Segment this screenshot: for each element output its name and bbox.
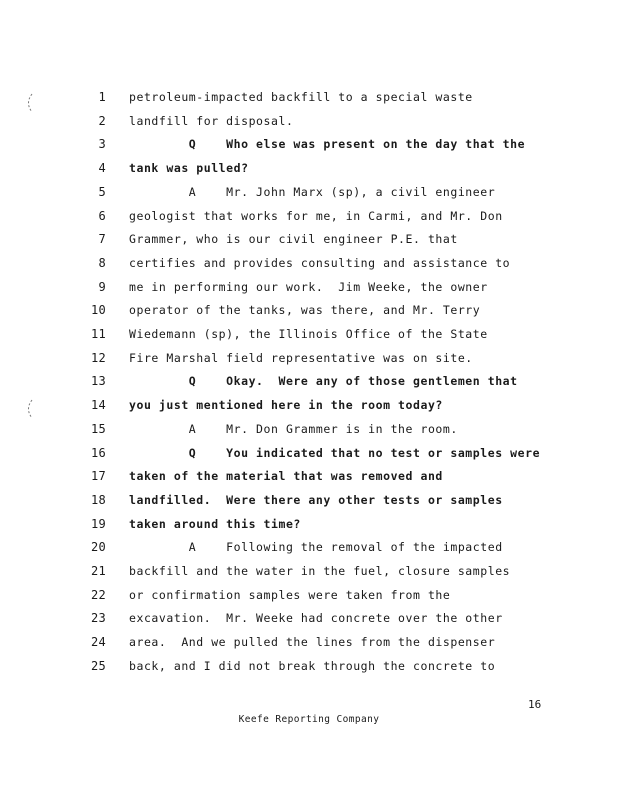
transcript-line xyxy=(0,110,618,132)
line-number: 17 xyxy=(90,469,106,484)
line-text: or confirmation samples were taken from the xyxy=(129,587,451,602)
transcript-line xyxy=(0,418,618,440)
transcript-line xyxy=(0,536,618,558)
line-text: backfill and the water in the fuel, closure samples xyxy=(129,564,511,578)
transcript-line xyxy=(0,276,618,298)
line-text: landfill for disposal. xyxy=(129,113,294,128)
line-number: 11 xyxy=(90,327,106,341)
transcript-line xyxy=(0,252,618,274)
line-number: 16 xyxy=(90,445,106,460)
line-number: 24 xyxy=(90,635,106,650)
line-text: Grammer, who is our civil engineer P.E. that xyxy=(129,232,458,247)
transcript-line xyxy=(0,323,618,345)
line-number: 22 xyxy=(90,587,106,602)
line-number: 25 xyxy=(90,658,106,673)
line-number: 21 xyxy=(90,564,106,578)
line-text: operator of the tanks, was there, and Mr. Terry xyxy=(129,303,481,318)
line-number: 18 xyxy=(90,492,106,507)
line-number: 9 xyxy=(98,279,106,294)
page-number: 16 xyxy=(528,698,542,711)
footer-reporter-name: Keefe Reporting Company xyxy=(238,714,380,725)
transcript-line xyxy=(0,370,618,392)
line-text: Q Okay. Were any of those gentlemen that xyxy=(129,374,518,389)
transcript-line xyxy=(0,394,618,416)
transcript-line xyxy=(0,347,618,369)
transcript-line xyxy=(0,560,618,582)
transcript-line xyxy=(0,489,618,511)
line-text: area. And we pulled the lines from the dispenser xyxy=(129,635,496,650)
line-text: you just mentioned here in the room today? xyxy=(129,398,443,413)
line-text: back, and I did not break through the concrete to xyxy=(129,658,496,673)
line-number: 3 xyxy=(98,137,106,152)
line-number: 6 xyxy=(98,208,106,223)
line-number: 19 xyxy=(90,516,106,531)
line-text: taken of the material that was removed and xyxy=(129,469,443,484)
transcript-line xyxy=(0,299,618,321)
line-text: A Following the removal of the impacted xyxy=(129,540,503,555)
transcript-line xyxy=(0,607,618,629)
line-text: landfilled. Were there any other tests or samples xyxy=(129,492,503,507)
transcript-line xyxy=(0,655,618,677)
binder-hole-mark-middle xyxy=(24,398,34,420)
transcript-line xyxy=(0,228,618,250)
line-text: Q Who else was present on the day that the xyxy=(129,137,526,152)
line-number: 10 xyxy=(90,303,106,318)
line-text: excavation. Mr. Weeke had concrete over the other xyxy=(129,611,503,626)
line-text: geologist that works for me, in Carmi, and Mr. Don xyxy=(129,208,503,223)
line-text: A Mr. Don Grammer is in the room. xyxy=(129,421,458,436)
line-number: 20 xyxy=(90,540,106,555)
line-number: 5 xyxy=(98,184,106,199)
transcript-line xyxy=(0,631,618,653)
binder-hole-mark-top xyxy=(24,92,34,114)
transcript-line xyxy=(0,181,618,203)
transcript-line xyxy=(0,205,618,227)
line-number: 13 xyxy=(90,374,106,389)
transcript-line xyxy=(0,442,618,464)
line-number: 14 xyxy=(90,398,106,413)
transcript-line xyxy=(0,584,618,606)
line-number: 1 xyxy=(98,90,106,104)
line-text: petroleum-impacted backfill to a special waste xyxy=(129,90,473,104)
line-number: 15 xyxy=(90,421,106,436)
line-text: tank was pulled? xyxy=(129,161,249,176)
line-number: 4 xyxy=(98,161,106,176)
line-number: 2 xyxy=(98,113,106,128)
line-text: taken around this time? xyxy=(129,516,301,531)
line-number: 7 xyxy=(98,232,106,247)
line-number: 8 xyxy=(98,255,106,270)
line-text: Wiedemann (sp), the Illinois Office of the State xyxy=(129,327,488,341)
line-text: Q You indicated that no test or samples were xyxy=(129,445,541,460)
transcript-line xyxy=(0,86,618,108)
transcript-line xyxy=(0,133,618,155)
transcript-line xyxy=(0,157,618,179)
line-text: certifies and provides consulting and assistance to xyxy=(129,255,511,270)
line-text: A Mr. John Marx (sp), a civil engineer xyxy=(129,184,496,199)
line-text: me in performing our work. Jim Weeke, the owner xyxy=(129,279,488,294)
transcript-line xyxy=(0,465,618,487)
line-number: 12 xyxy=(90,350,106,365)
line-number: 23 xyxy=(90,611,106,626)
line-text: Fire Marshal field representative was on site. xyxy=(129,350,473,365)
transcript-line xyxy=(0,513,618,535)
